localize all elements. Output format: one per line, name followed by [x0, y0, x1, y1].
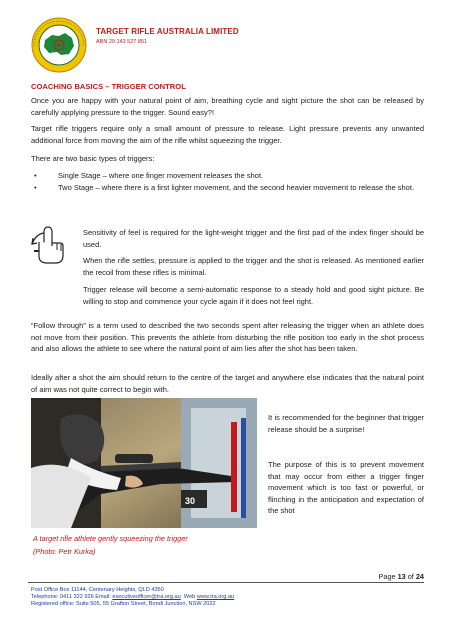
aim-return-paragraph: Ideally after a shot the aim should return to the centre of the target and anywhere else indicates that the natural point of aim was not quite correct to begin with.	[31, 373, 424, 394]
organization-name: TARGET RIFLE AUSTRALIA LIMITED	[96, 27, 239, 36]
rifle-settles-paragraph: When the rifle settles, pressure is applied to the trigger and the shot is released. As mentioned earlier the recoil from these rifles is minimal.	[83, 256, 424, 277]
trigger-pressure-paragraph: Target rifle triggers require only a small amount of pressure to release. Light pressure prevents any unwanted additional force from moving the aim of the rifle whilst squeezing the trigger.	[31, 124, 424, 145]
tra-logo	[28, 16, 90, 74]
footer-registered-office: Registered office: Suite 505, 55 Grafton Street, Bondi Junction, NSW 2022	[31, 601, 216, 607]
photo-caption: A target rifle athlete gently squeezing the trigger	[33, 534, 188, 543]
footer-web-label: Web	[180, 594, 197, 600]
intro-paragraph: Once you are happy with your natural point of aim, breathing cycle and sight picture the shot can be released by carefully applying pressure to the trigger. Sound easy?!	[31, 96, 424, 117]
list-item	[31, 182, 424, 194]
list-item-text: Single Stage – where one finger movement releases the shot.	[58, 171, 264, 180]
svg-text:30: 30	[185, 496, 196, 506]
footer-divider	[28, 582, 424, 583]
photo-credit: (Photo: Petr Kurka)	[33, 547, 96, 556]
footer-postal-address: Post Office Box 11144, Centenary Heights, QLD 4350	[31, 587, 164, 593]
page-prefix: Page	[378, 572, 396, 581]
follow-through-paragraph: “Follow through” is a term used to described the two seconds spent after releasing the trigger when an athlete does not move from their position. This prevents the athlete from disturbing the rifle position too early in the shot process and also allows the athlete to see where the natural point of aim lies after the shot has been taken.	[31, 321, 424, 354]
trigger-finger-icon	[30, 224, 72, 266]
footer-phone: Telephone: 0411 322 926 Email:	[31, 594, 113, 600]
trigger-types-list	[31, 170, 424, 193]
page-total: 24	[415, 572, 424, 581]
footer-web-link[interactable]: www.tra.org.au	[196, 594, 235, 600]
purpose-paragraph: The purpose of this is to prevent movement that may occur from either a trigger finger movement which is too fast or powerful, or flinching in the anticipation and expectation of the shot	[268, 460, 424, 516]
footer-email-link[interactable]: executiveofficer@tra.org.au	[112, 594, 181, 600]
trigger-types-intro: There are two basic types of triggers:	[31, 154, 155, 163]
list-item-text: Two Stage – where there is a first lighter movement, and the second heavier movement to release the shot.	[58, 182, 415, 192]
page-number	[379, 572, 424, 581]
bullet-icon: •	[34, 171, 37, 180]
abn-number: ABN 29 143 527 851	[96, 39, 148, 45]
beginner-tip-paragraph: It is recommended for the beginner that trigger release should be a surprise!	[268, 413, 424, 434]
footer-contact	[31, 594, 234, 600]
sensitivity-paragraph: Sensitivity of feel is required for the light-weight trigger and the first pad of the index finger should be used.	[83, 228, 424, 249]
page-current: 13	[397, 572, 406, 581]
bullet-icon: •	[34, 182, 37, 192]
semi-automatic-paragraph: Trigger release will become a semi-automatic response to a steady hold and good sight picture. Be willing to stop and commence your cycle again if it does not feel right.	[83, 285, 424, 306]
page-of: of	[407, 572, 414, 581]
athlete-photo	[31, 398, 257, 528]
section-title: COACHING BASICS – TRIGGER CONTROL	[31, 82, 186, 91]
list-item	[31, 170, 424, 182]
